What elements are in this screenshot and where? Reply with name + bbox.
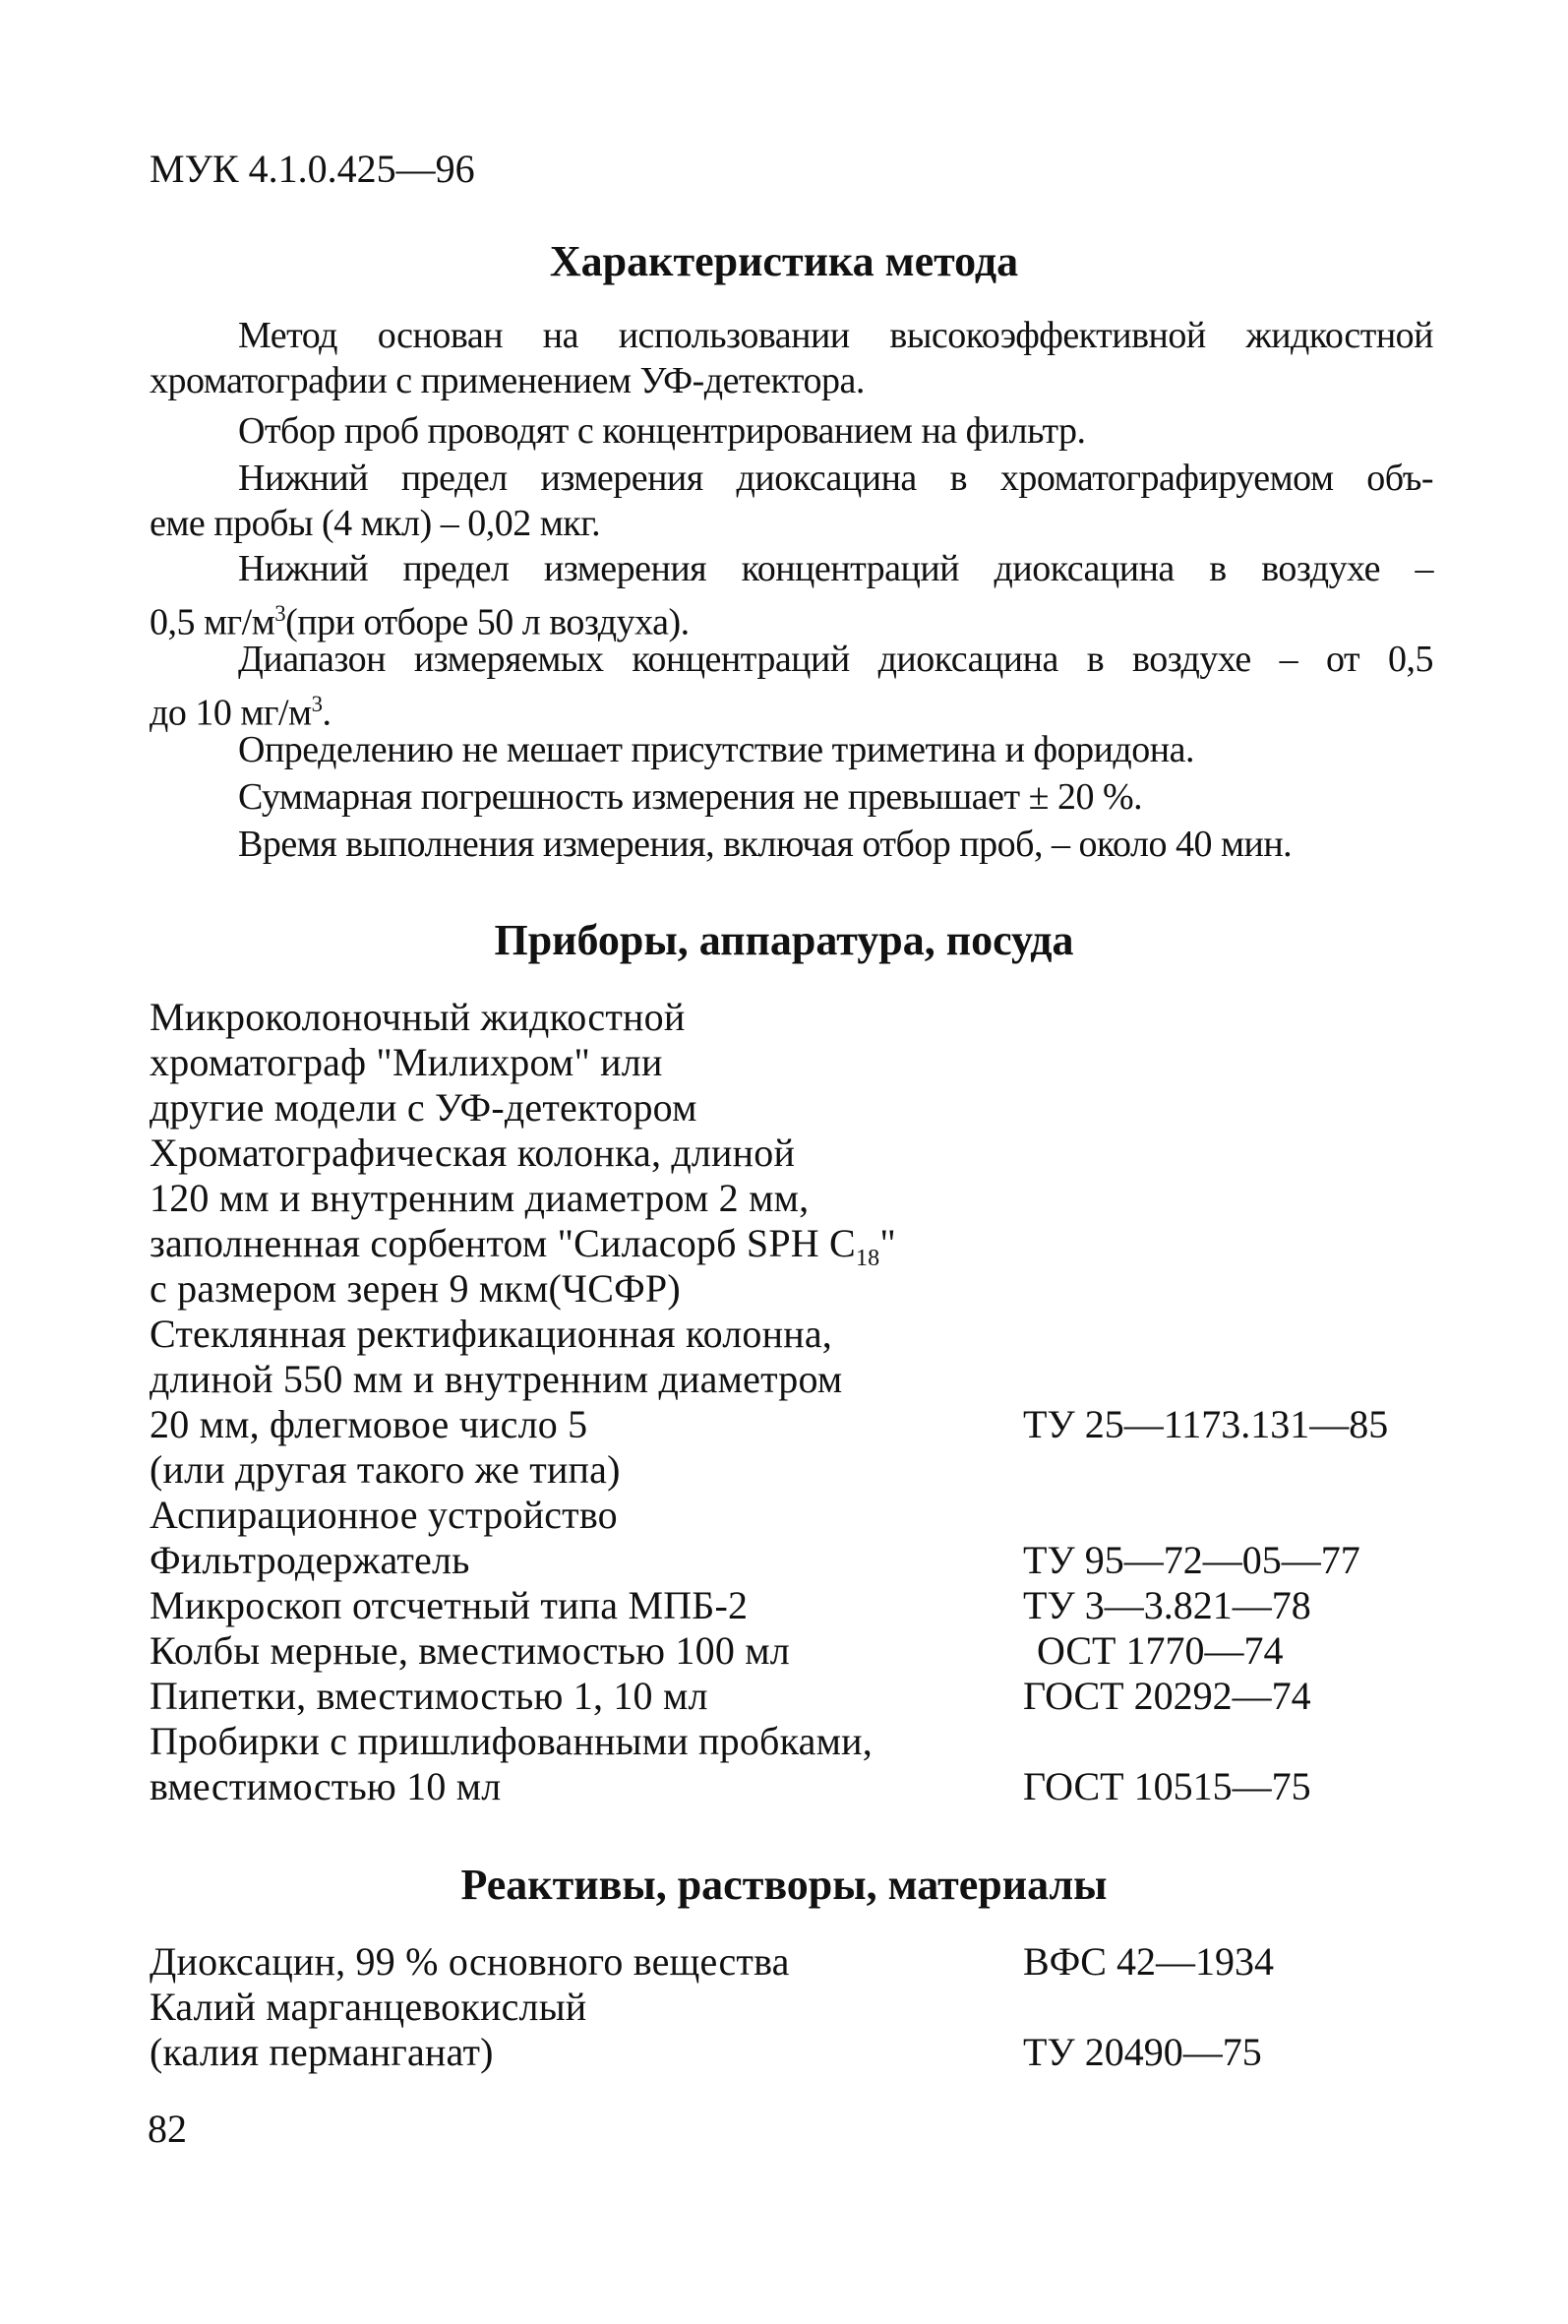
equipment-line: Колбы мерные, вместимостью 100 мл	[150, 1628, 790, 1673]
text-line: "	[879, 1221, 896, 1265]
text-line: Определению не мешает присутствие триметина и форидона.	[238, 729, 1194, 770]
text-line: .	[322, 692, 332, 734]
text-line: Нижний предел измерения концентраций диоксацина в воздухе –	[238, 548, 1433, 589]
equipment-line: другие модели с УФ-детектором	[150, 1085, 697, 1130]
equipment-standard-ref: ГОСТ 20292—74	[1023, 1674, 1311, 1718]
text-line: Суммарная погрешность измерения не превышает ± 20 %.	[238, 776, 1143, 818]
superscript: 3	[274, 601, 286, 626]
reagent-standard-ref: ТУ 20490—75	[1023, 2030, 1262, 2074]
equipment-line: (или другая такого же типа)	[150, 1447, 621, 1492]
paragraph-lower-limit-volume	[150, 456, 1433, 546]
equipment-line: Пипетки, вместимостью 1, 10 мл	[150, 1674, 708, 1718]
document-code: МУК 4.1.0.425—96	[150, 147, 475, 191]
paragraph-error	[150, 774, 1433, 820]
equipment-line: длиной 550 мм и внутренним диаметром	[150, 1357, 843, 1401]
paragraph-method-basis	[150, 313, 1433, 403]
text-line: хроматографии с применением УФ-детектора.	[150, 360, 865, 401]
equipment-line: Хроматографическая колонка, длиной	[150, 1131, 796, 1175]
equipment-line: вместимостью 10 мл	[150, 1764, 502, 1808]
paragraph-range	[150, 637, 1433, 736]
equipment-standard-ref: ТУ 95—72—05—77	[1023, 1538, 1360, 1582]
text-line: Нижний предел измерения диоксацина в хроматографируемом объ-	[238, 458, 1433, 499]
equipment-line: Пробирки с пришлифованными пробками,	[150, 1719, 873, 1763]
text-line: Метод основан на использовании высокоэффективной жидкостной	[238, 315, 1433, 356]
text-line: до 10 мг/м	[150, 692, 312, 734]
section-title-reagents: Реактивы, растворы, материалы	[460, 1861, 1108, 1909]
text-line: (при отборе 50 л воздуха).	[285, 601, 690, 643]
equipment-standard-ref: ТУ 25—1173.131—85	[1023, 1402, 1389, 1446]
superscript: 3	[311, 692, 323, 716]
equipment-standard-ref: ОСТ 1770—74	[1037, 1628, 1284, 1673]
section-title-equipment: Приборы, аппаратура, посуда	[494, 916, 1074, 964]
paragraph-lower-limit-air	[150, 546, 1433, 645]
equipment-line: 120 мм и внутренним диаметром 2 мм,	[150, 1176, 810, 1220]
paragraph-sampling	[150, 408, 1433, 454]
equipment-line: Стеклянная ректификационная колонна,	[150, 1312, 832, 1356]
equipment-line: Аспирационное устройство	[150, 1493, 618, 1537]
subscript: 18	[855, 1246, 880, 1271]
paragraph-interference	[150, 727, 1433, 772]
section-title-method-characteristics: Характеристика метода	[549, 237, 1019, 285]
equipment-line: Микроскоп отсчетный типа МПБ-2	[150, 1583, 749, 1627]
reagent-standard-ref: ВФС 42—1934	[1023, 1939, 1274, 1984]
paragraph-duration	[150, 822, 1433, 867]
equipment-standard-ref: ГОСТ 10515—75	[1023, 1764, 1311, 1808]
text-line: заполненная сорбентом "Силасорб SPH C	[150, 1221, 856, 1265]
equipment-line: 20 мм, флегмовое число 5	[150, 1402, 588, 1446]
page-number: 82	[148, 2107, 187, 2151]
text-line: 0,5 мг/м	[150, 601, 275, 643]
equipment-line: Фильтродержатель	[150, 1538, 470, 1582]
text-line: Диапазон измеряемых концентраций диоксацина в воздухе – от 0,5	[238, 639, 1433, 680]
text-line: еме пробы (4 мкл) – 0,02 мкг.	[150, 503, 601, 544]
text-line: Время выполнения измерения, включая отбор проб, – около 40 мин.	[238, 824, 1293, 865]
text-line: Отбор проб проводят с концентрированием на фильтр.	[238, 410, 1086, 452]
equipment-line: Микроколоночный жидкостной	[150, 995, 686, 1039]
reagent-line: Диоксацин, 99 % основного вещества	[150, 1939, 790, 1984]
reagent-line: (калия перманганат)	[150, 2030, 494, 2074]
equipment-standard-ref: ТУ 3—3.821—78	[1023, 1583, 1311, 1627]
equipment-line: хроматограф "Милихром" или	[150, 1040, 663, 1084]
equipment-line: с размером зерен 9 мкм(ЧСФР)	[150, 1266, 681, 1311]
reagent-line: Калий марганцевокислый	[150, 1985, 587, 2029]
